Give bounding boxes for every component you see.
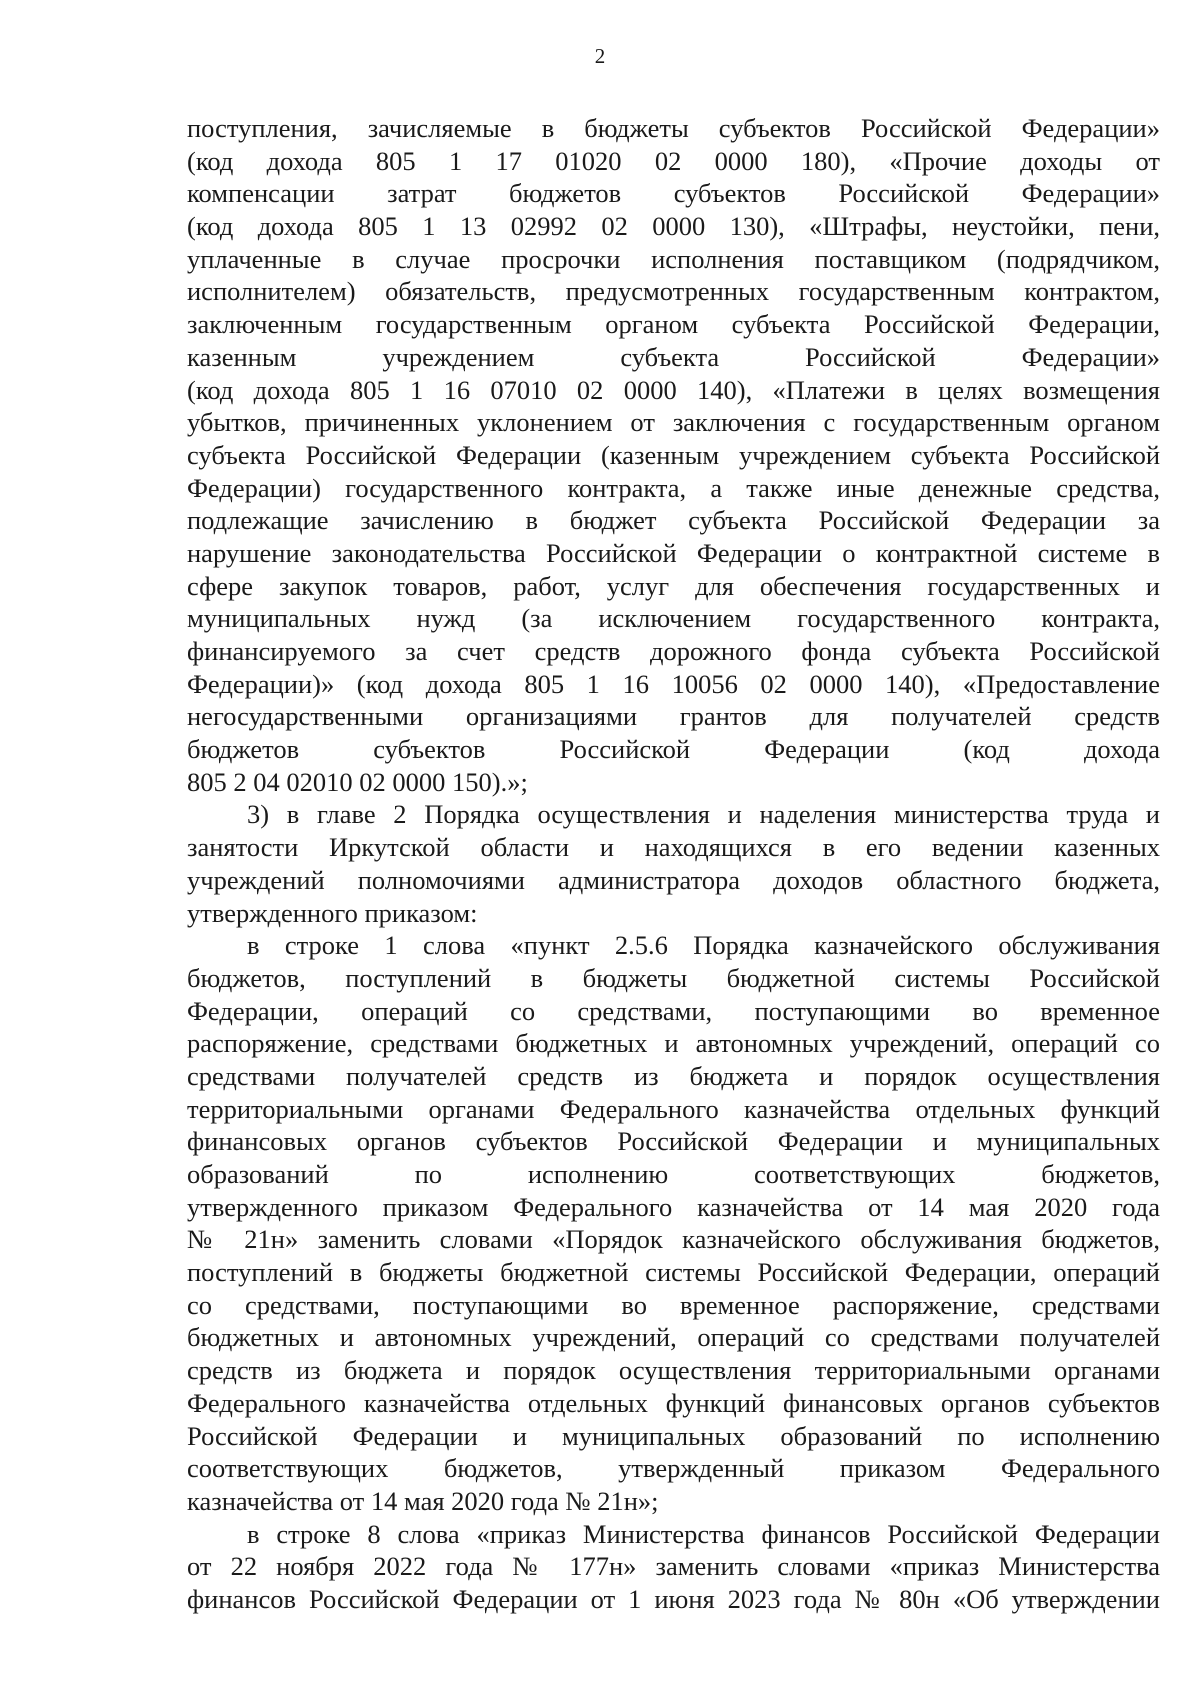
text-line: утвержденного приказом: — [187, 897, 478, 928]
text-line: 3) в главе 2 Порядка осуществления и наделения министерства труда и — [247, 799, 1160, 830]
text-line: в строке 1 слова «пункт 2.5.6 Порядка казначейского обслуживания — [247, 930, 1160, 961]
text-line: в строке 8 слова «приказ Министерства финансов Российской Федерации — [247, 1518, 1160, 1549]
text-line: средств из бюджета и порядок осуществления территориальными органами — [187, 1355, 1160, 1386]
text-line: Федерации)» (код дохода 805 1 16 10056 02 0000 140), «Предоставление — [187, 668, 1160, 699]
text-line: учреждений полномочиями администратора доходов областного бюджета, — [187, 864, 1160, 895]
text-line: 805 2 04 02010 02 0000 150).»; — [187, 766, 528, 797]
text-line: занятости Иркутской области и находящихся в его ведении казенных — [187, 832, 1160, 863]
text-line: негосударственными организациями грантов для получателей средств — [187, 701, 1160, 732]
text-line: уплаченные в случае просрочки исполнения поставщиком (подрядчиком, — [187, 243, 1160, 274]
text-line: субъекта Российской Федерации (казенным учреждением субъекта Российской — [187, 439, 1160, 470]
text-line: от 22 ноября 2022 года № 177н» заменить словами «приказ Министерства — [187, 1551, 1160, 1582]
text-line: финансов Российской Федерации от 1 июня 2023 года № 80н «Об утверждении — [187, 1583, 1160, 1614]
text-line: (код дохода 805 1 16 07010 02 0000 140), «Платежи в целях возмещения — [187, 374, 1160, 405]
text-line: бюджетов, поступлений в бюджеты бюджетной системы Российской — [187, 962, 1160, 993]
text-line: нарушение законодательства Российской Федерации о контрактной системе в — [187, 537, 1160, 568]
text-line: казенным учреждением субъекта Российской Федерации» — [187, 341, 1160, 372]
text-line: подлежащие зачислению в бюджет субъекта Российской Федерации за — [187, 505, 1160, 536]
text-line: территориальными органами Федерального казначейства отдельных функций — [187, 1093, 1160, 1124]
text-line: Федерального казначейства отдельных функций финансовых органов субъектов — [187, 1387, 1160, 1418]
text-line: распоряжение, средствами бюджетных и автономных учреждений, операций со — [187, 1028, 1160, 1059]
text-line: бюджетных и автономных учреждений, операций со средствами получателей — [187, 1322, 1160, 1353]
text-line: исполнителем) обязательств, предусмотренных государственным контрактом, — [187, 276, 1160, 307]
text-line: Федерации, операций со средствами, поступающими во временное — [187, 995, 1160, 1026]
body-text — [187, 112, 1160, 1616]
text-line: соответствующих бюджетов, утвержденный приказом Федерального — [187, 1453, 1160, 1484]
text-line: убытков, причиненных уклонением от заключения с государственным органом — [187, 407, 1160, 438]
text-line: Российской Федерации и муниципальных образований по исполнению — [187, 1420, 1160, 1451]
text-line: компенсации затрат бюджетов субъектов Российской Федерации» — [187, 178, 1160, 209]
page-number: 2 — [594, 44, 606, 68]
text-line: финансовых органов субъектов Российской Федерации и муниципальных — [187, 1126, 1160, 1157]
text-line: Федерации) государственного контракта, а также иные денежные средства, — [187, 472, 1160, 503]
text-line: поступлений в бюджеты бюджетной системы Российской Федерации, операций — [187, 1257, 1160, 1288]
text-line: образований по исполнению соответствующих бюджетов, — [187, 1159, 1160, 1189]
text-line: сфере закупок товаров, работ, услуг для обеспечения государственных и — [187, 570, 1160, 601]
text-line: поступления, зачисляемые в бюджеты субъектов Российской Федерации» — [187, 113, 1160, 143]
text-line: муниципальных нужд (за исключением государственного контракта, — [187, 603, 1160, 634]
text-line: финансируемого за счет средств дорожного фонда субъекта Российской — [187, 636, 1160, 666]
text-line: средствами получателей средств из бюджета и порядок осуществления — [187, 1060, 1160, 1091]
text-line: бюджетов субъектов Российской Федерации (код дохода — [187, 734, 1160, 765]
text-line: (код дохода 805 1 17 01020 02 0000 180), «Прочие доходы от — [187, 145, 1160, 176]
text-line: со средствами, поступающими во временное распоряжение, средствами — [187, 1289, 1160, 1320]
text-line: казначейства от 14 мая 2020 года № 21н»; — [187, 1485, 659, 1516]
text-line: (код дохода 805 1 13 02992 02 0000 130), «Штрафы, неустойки, пени, — [187, 211, 1160, 242]
text-line: № 21н» заменить словами «Порядок казначейского обслуживания бюджетов, — [187, 1224, 1160, 1255]
text-line: заключенным государственным органом субъекта Российской Федерации, — [187, 309, 1160, 340]
text-line: утвержденного приказом Федерального казначейства от 14 мая 2020 года — [187, 1191, 1160, 1222]
